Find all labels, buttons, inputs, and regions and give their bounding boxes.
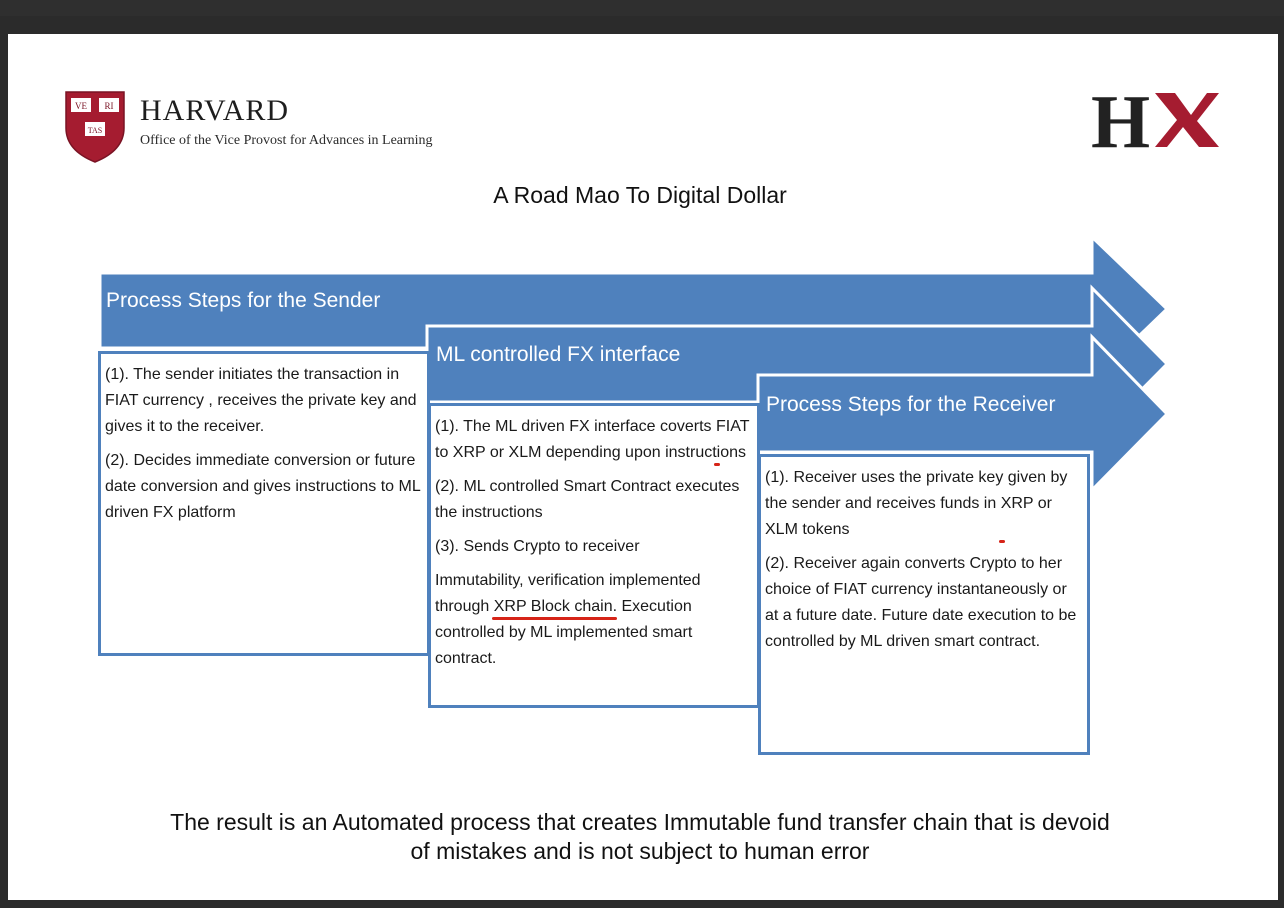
fx-note: Immutability, verification implemented through XRP Block chain. Execution controlled by ML implemented smart contract. bbox=[435, 572, 701, 667]
conclusion-line-1: The result is an Automated process that creates Immutable fund transfer chain that is devoid bbox=[170, 809, 1110, 835]
sender-heading: Process Steps for the Sender bbox=[106, 289, 381, 312]
slide bbox=[8, 34, 1278, 900]
diagram-title: A Road Mao To Digital Dollar bbox=[493, 182, 787, 208]
org-name: HARVARD bbox=[140, 94, 290, 127]
svg-text:RI: RI bbox=[104, 101, 114, 111]
receiver-highlight-xrp-xlm: XRP or XLM tokens bbox=[765, 495, 1052, 538]
fx-heading: ML controlled FX interface bbox=[436, 343, 681, 366]
svg-text:VE: VE bbox=[75, 101, 87, 111]
svg-text:TAS: TAS bbox=[87, 126, 103, 135]
conclusion-line-2: of mistakes and is not subject to human error bbox=[410, 838, 870, 864]
fx-highlight-fiat-to-xrp: FIAT to XRP or XLM bbox=[435, 418, 750, 461]
window-top-bar bbox=[0, 0, 1284, 16]
fx-step-1: (1). The ML driven FX interface coverts FIAT to XRP or XLM depending upon instructions bbox=[435, 418, 750, 461]
conclusion-text bbox=[8, 808, 1272, 866]
fx-step-3: (3). Sends Crypto to receiver bbox=[435, 538, 640, 555]
fx-step-2: (2). ML controlled Smart Contract executes the instructions bbox=[435, 478, 740, 521]
receiver-step-1: (1). Receiver uses the private key given by the sender and receives funds in XRP or XLM tokens bbox=[765, 469, 1068, 538]
receiver-step-2: (2). Receiver again converts Crypto to her choice of FIAT currency instantaneously or at a future date. Future date execution to be controlled by ML driven smart contract. bbox=[765, 555, 1077, 650]
svg-text:H: H bbox=[1091, 89, 1151, 151]
fx-box bbox=[428, 403, 760, 708]
fx-highlight-xrp-block-chain: XRP Block chain bbox=[493, 598, 613, 615]
org-subtitle: Office of the Vice Provost for Advances in Learning bbox=[140, 133, 433, 148]
receiver-heading: Process Steps for the Receiver bbox=[766, 393, 1056, 416]
sender-box bbox=[98, 351, 430, 656]
receiver-box bbox=[758, 454, 1090, 755]
sender-step-1: (1). The sender initiates the transaction in FIAT currency , receives the private key and gives it to the receiver. bbox=[105, 366, 417, 435]
sender-step-2: (2). Decides immediate conversion or future date conversion and gives instructions to ML driven FX platform bbox=[105, 452, 421, 521]
